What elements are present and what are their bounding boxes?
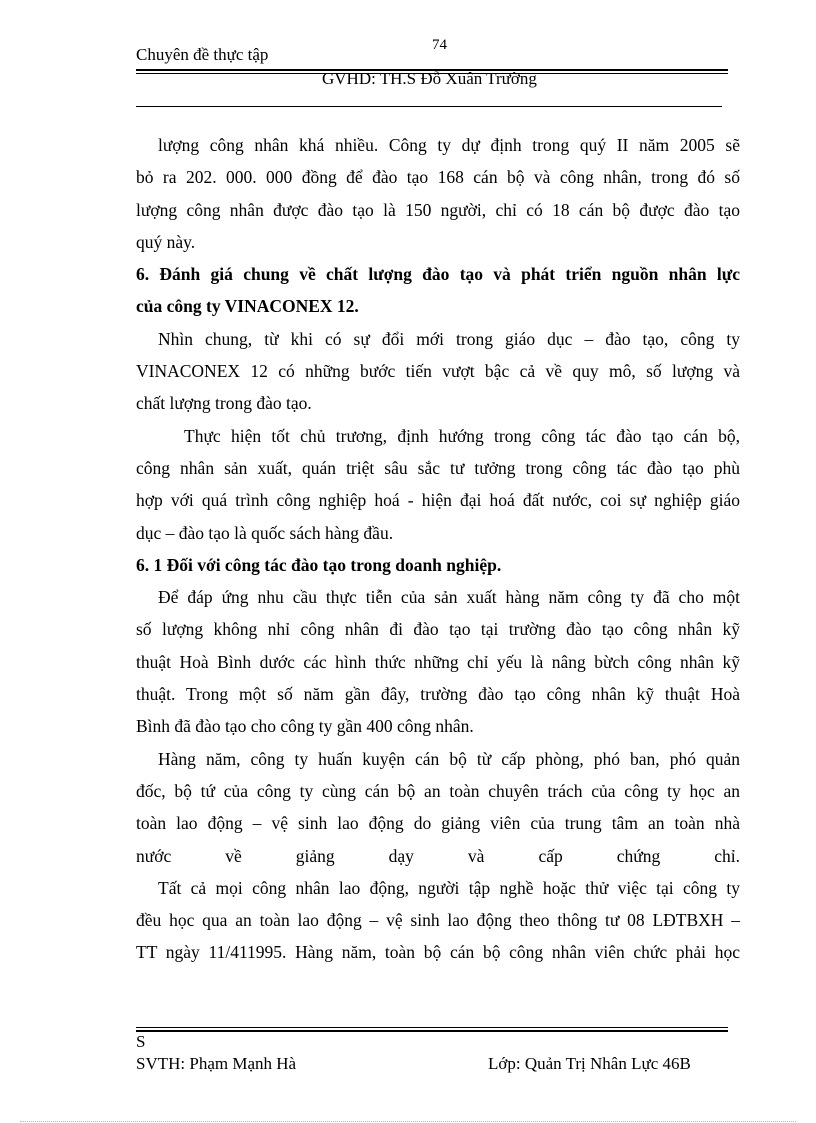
text-line: VINACONEX 12 có những bước tiến vượt bậc cả về quy mô, số lượng và xyxy=(136,361,740,382)
text-line: đều học qua an toàn lao động – vệ sinh lao động theo thông tư 08 LĐTBXH – xyxy=(136,910,740,931)
text-line: đốc, bộ tứ của công ty cùng cán bộ an toàn chuyên trách của công ty học an xyxy=(136,780,740,801)
text-line: dục – đào tạo là quốc sách hàng đầu. xyxy=(136,522,394,543)
subsection-heading: 6. 1 Đối với công tác đào tạo trong doanh nghiệp. xyxy=(136,554,502,575)
text-line: toàn lao động – vệ sinh lao động do giảng viên của trung tâm an toàn nhà xyxy=(136,813,740,834)
text-line: công nhân sản xuất, quán triệt sâu sắc tư tưởng trong công tác đào tạo phù xyxy=(136,457,740,478)
text-line: nước về giảng dạy và cấp chứng chỉ. xyxy=(136,845,740,866)
text-line: hợp với quá trình công nghiệp hoá - hiện đại hoá đất nước, coi sự nghiệp giáo xyxy=(136,490,740,511)
class-label: Lớp: Quản Trị Nhân Lực 46B xyxy=(488,1054,691,1073)
text-line: Để đáp ứng nhu cầu thực tiễn của sản xuất hàng năm công ty đã cho một xyxy=(158,587,740,608)
text-line: quý này. xyxy=(136,231,196,252)
text-line: Hàng năm, công ty huấn kuyện cán bộ từ cấp phòng, phó ban, phó quản xyxy=(158,748,740,769)
page-number: 74 xyxy=(432,37,447,53)
footer-rule-thin xyxy=(136,1027,728,1028)
text-line: số lượng không nhỉ công nhân đi đào tạo tại trường đào tạo công nhân kỹ xyxy=(136,619,740,640)
text-line: TT ngày 11/411995. Hàng năm, toàn bộ cán bộ công nhân viên chức phải học xyxy=(136,942,740,963)
section-heading: 6. Đánh giá chung về chất lượng đào tạo và phát triển nguồn nhân lực xyxy=(136,264,740,285)
text-line: thuật Hoà Bình dước các hình thức những chỉ yếu là nâng bừch công nhân kỹ xyxy=(136,651,740,672)
text-line: lượng công nhân khá nhiều. Công ty dự định trong quý II năm 2005 sẽ xyxy=(158,135,740,155)
footer-rule-thick xyxy=(136,1030,728,1032)
header-underline xyxy=(136,106,722,107)
text-line: thuật. Trong một số năm gần đây, trường đào tạo công nhân kỹ thuật Hoà xyxy=(136,684,740,705)
supervisor-label: GVHD: TH.S Đỗ Xuân Trường xyxy=(322,69,537,88)
body-text xyxy=(136,129,740,969)
text-line: Tất cả mọi công nhân lao động, người tập nghề hoặc thử việc tại công ty xyxy=(158,877,740,898)
footer-mark: S xyxy=(136,1032,146,1051)
section-heading: của công ty VINACONEX 12. xyxy=(136,296,359,317)
text-line: Thực hiện tốt chủ trương, định hướng trong công tác đào tạo cán bộ, xyxy=(184,425,740,446)
text-line: lượng công nhân được đào tạo là 150 người, chỉ có 18 cán bộ được đào tạo xyxy=(136,199,740,220)
student-label: SVTH: Phạm Mạnh Hà xyxy=(136,1054,297,1073)
text-line: chất lượng trong đào tạo. xyxy=(136,393,312,414)
document-title: Chuyên đề thực tập xyxy=(136,45,269,64)
text-line: Nhìn chung, từ khi có sự đổi mới trong giáo dục – đào tạo, công ty xyxy=(158,328,740,349)
text-line: bỏ ra 202. 000. 000 đồng để đào tạo 168 cán bộ và công nhân, trong đó số xyxy=(136,167,740,188)
text-line: Bình đã đào tạo cho công ty gần 400 công nhân. xyxy=(136,716,474,737)
page-edge xyxy=(20,1121,796,1122)
